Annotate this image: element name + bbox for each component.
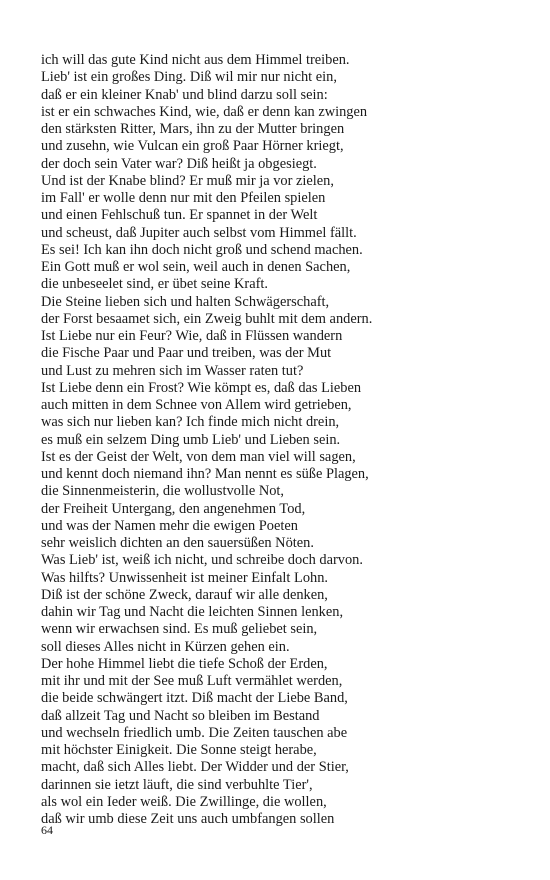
poem-line: und wechseln friedlich umb. Die Zeiten tauschen abe <box>41 724 348 741</box>
page-number: 64 <box>41 823 53 837</box>
poem-text <box>41 52 511 828</box>
poem-line: und kennt doch niemand ihn? Man nennt es süße Plagen, <box>41 466 369 482</box>
poem-line: Die Steine lieben sich und halten Schwägerschaft, <box>41 293 330 310</box>
poem-line: daß wir umb diese Zeit uns auch umbfangen sollen <box>41 811 335 827</box>
poem-line: und einen Fehlschuß tun. Er spannet in der Welt <box>41 207 318 224</box>
poem-line: im Fall' er wolle denn nur mit den Pfeilen spielen <box>41 190 326 206</box>
poem-line: was sich nur lieben kan? Ich finde mich nicht drein, <box>41 414 340 431</box>
poem-line: soll dieses Alles nicht in Kürzen gehen ein. <box>41 638 290 655</box>
poem-line: Und ist der Knabe blind? Er muß mir ja vor zielen, <box>41 172 334 189</box>
poem-line: die Fische Paar und Paar und treiben, was der Mut <box>41 345 332 362</box>
poem-line: daß allzeit Tag und Nacht so bleiben im Bestand <box>41 707 320 724</box>
poem-line: wenn wir erwachsen sind. Es muß geliebet sein, <box>41 621 318 638</box>
poem-line: und was der Namen mehr die ewigen Poeten <box>41 517 298 534</box>
poem-line: Ist es der Geist der Welt, von dem man viel will sagen, <box>41 448 356 465</box>
poem-line: der doch sein Vater war? Diß heißt ja obgesiegt. <box>41 155 317 172</box>
poem-line: die unbeseelet sind, er übet seine Kraft. <box>41 276 268 293</box>
poem-line: daß er ein kleiner Knab' und blind darzu soll sein: <box>41 86 328 103</box>
poem-line: und Lust zu mehren sich im Wasser raten tut? <box>41 362 304 379</box>
poem-line: als wol ein Ieder weiß. Die Zwillinge, die wollen, <box>41 793 327 810</box>
poem-line: Es sei! Ich kan ihn doch nicht groß und schend machen. <box>41 241 363 258</box>
poem-line: mit höchster Einigkeit. Die Sonne steigt herabe, <box>41 742 317 758</box>
poem-line: Der hohe Himmel liebt die tiefe Schoß der Erden, <box>41 655 328 672</box>
poem-line: Lieb' ist ein großes Ding. Diß wil mir nur nicht ein, <box>41 69 337 86</box>
poem-line: und scheust, daß Jupiter auch selbst vom Himmel fällt. <box>41 224 357 241</box>
poem-line: der Freiheit Untergang, den angenehmen Tod, <box>41 500 306 517</box>
poem-line: Ist Liebe nur ein Feur? Wie, daß in Flüssen wandern <box>41 328 343 344</box>
poem-line: Was Lieb' ist, weiß ich nicht, und schreibe doch darvon. <box>41 552 363 569</box>
poem-line: es muß ein selzem Ding umb Lieb' und Lieben sein. <box>41 431 341 448</box>
poem-line: Diß ist der schöne Zweck, darauf wir alle denken, <box>41 586 328 603</box>
poem-line: die Sinnenmeisterin, die wollustvolle Not, <box>41 483 285 500</box>
poem-line: auch mitten in dem Schnee von Allem wird getrieben, <box>41 397 352 413</box>
poem-line: macht, daß sich Alles liebt. Der Widder und der Stier, <box>41 759 349 776</box>
poem-line: ich will das gute Kind nicht aus dem Himmel treiben. <box>41 52 350 68</box>
poem-line: der Forst besaamet sich, ein Zweig buhlt mit dem andern. <box>41 310 373 327</box>
poem-line: die beide schwängert itzt. Diß macht der Liebe Band, <box>41 690 348 707</box>
poem-line: und zusehn, wie Vulcan ein groß Paar Hörner kriegt, <box>41 138 344 155</box>
poem-line: den stärksten Ritter, Mars, ihn zu der Mutter bringen <box>41 121 345 137</box>
poem-line: Was hilfts? Unwissenheit ist meiner Einfalt Lohn. <box>41 569 328 586</box>
poem-line: ist er ein schwaches Kind, wie, daß er denn kan zwingen <box>41 103 368 120</box>
poem-line: sehr weislich dichten an den sauersüßen Nöten. <box>41 535 314 551</box>
poem-line: dahin wir Tag und Nacht die leichten Sinnen lenken, <box>41 604 344 620</box>
poem-line: Ein Gott muß er wol sein, weil auch in denen Sachen, <box>41 259 351 275</box>
poem-line: darinnen sie ietzt läuft, die sind verbuhlte Tier', <box>41 776 313 793</box>
poem-line: Ist Liebe denn ein Frost? Wie kömpt es, daß das Lieben <box>41 379 362 396</box>
poem-line: mit ihr und mit der See muß Luft vermählet werden, <box>41 673 343 689</box>
